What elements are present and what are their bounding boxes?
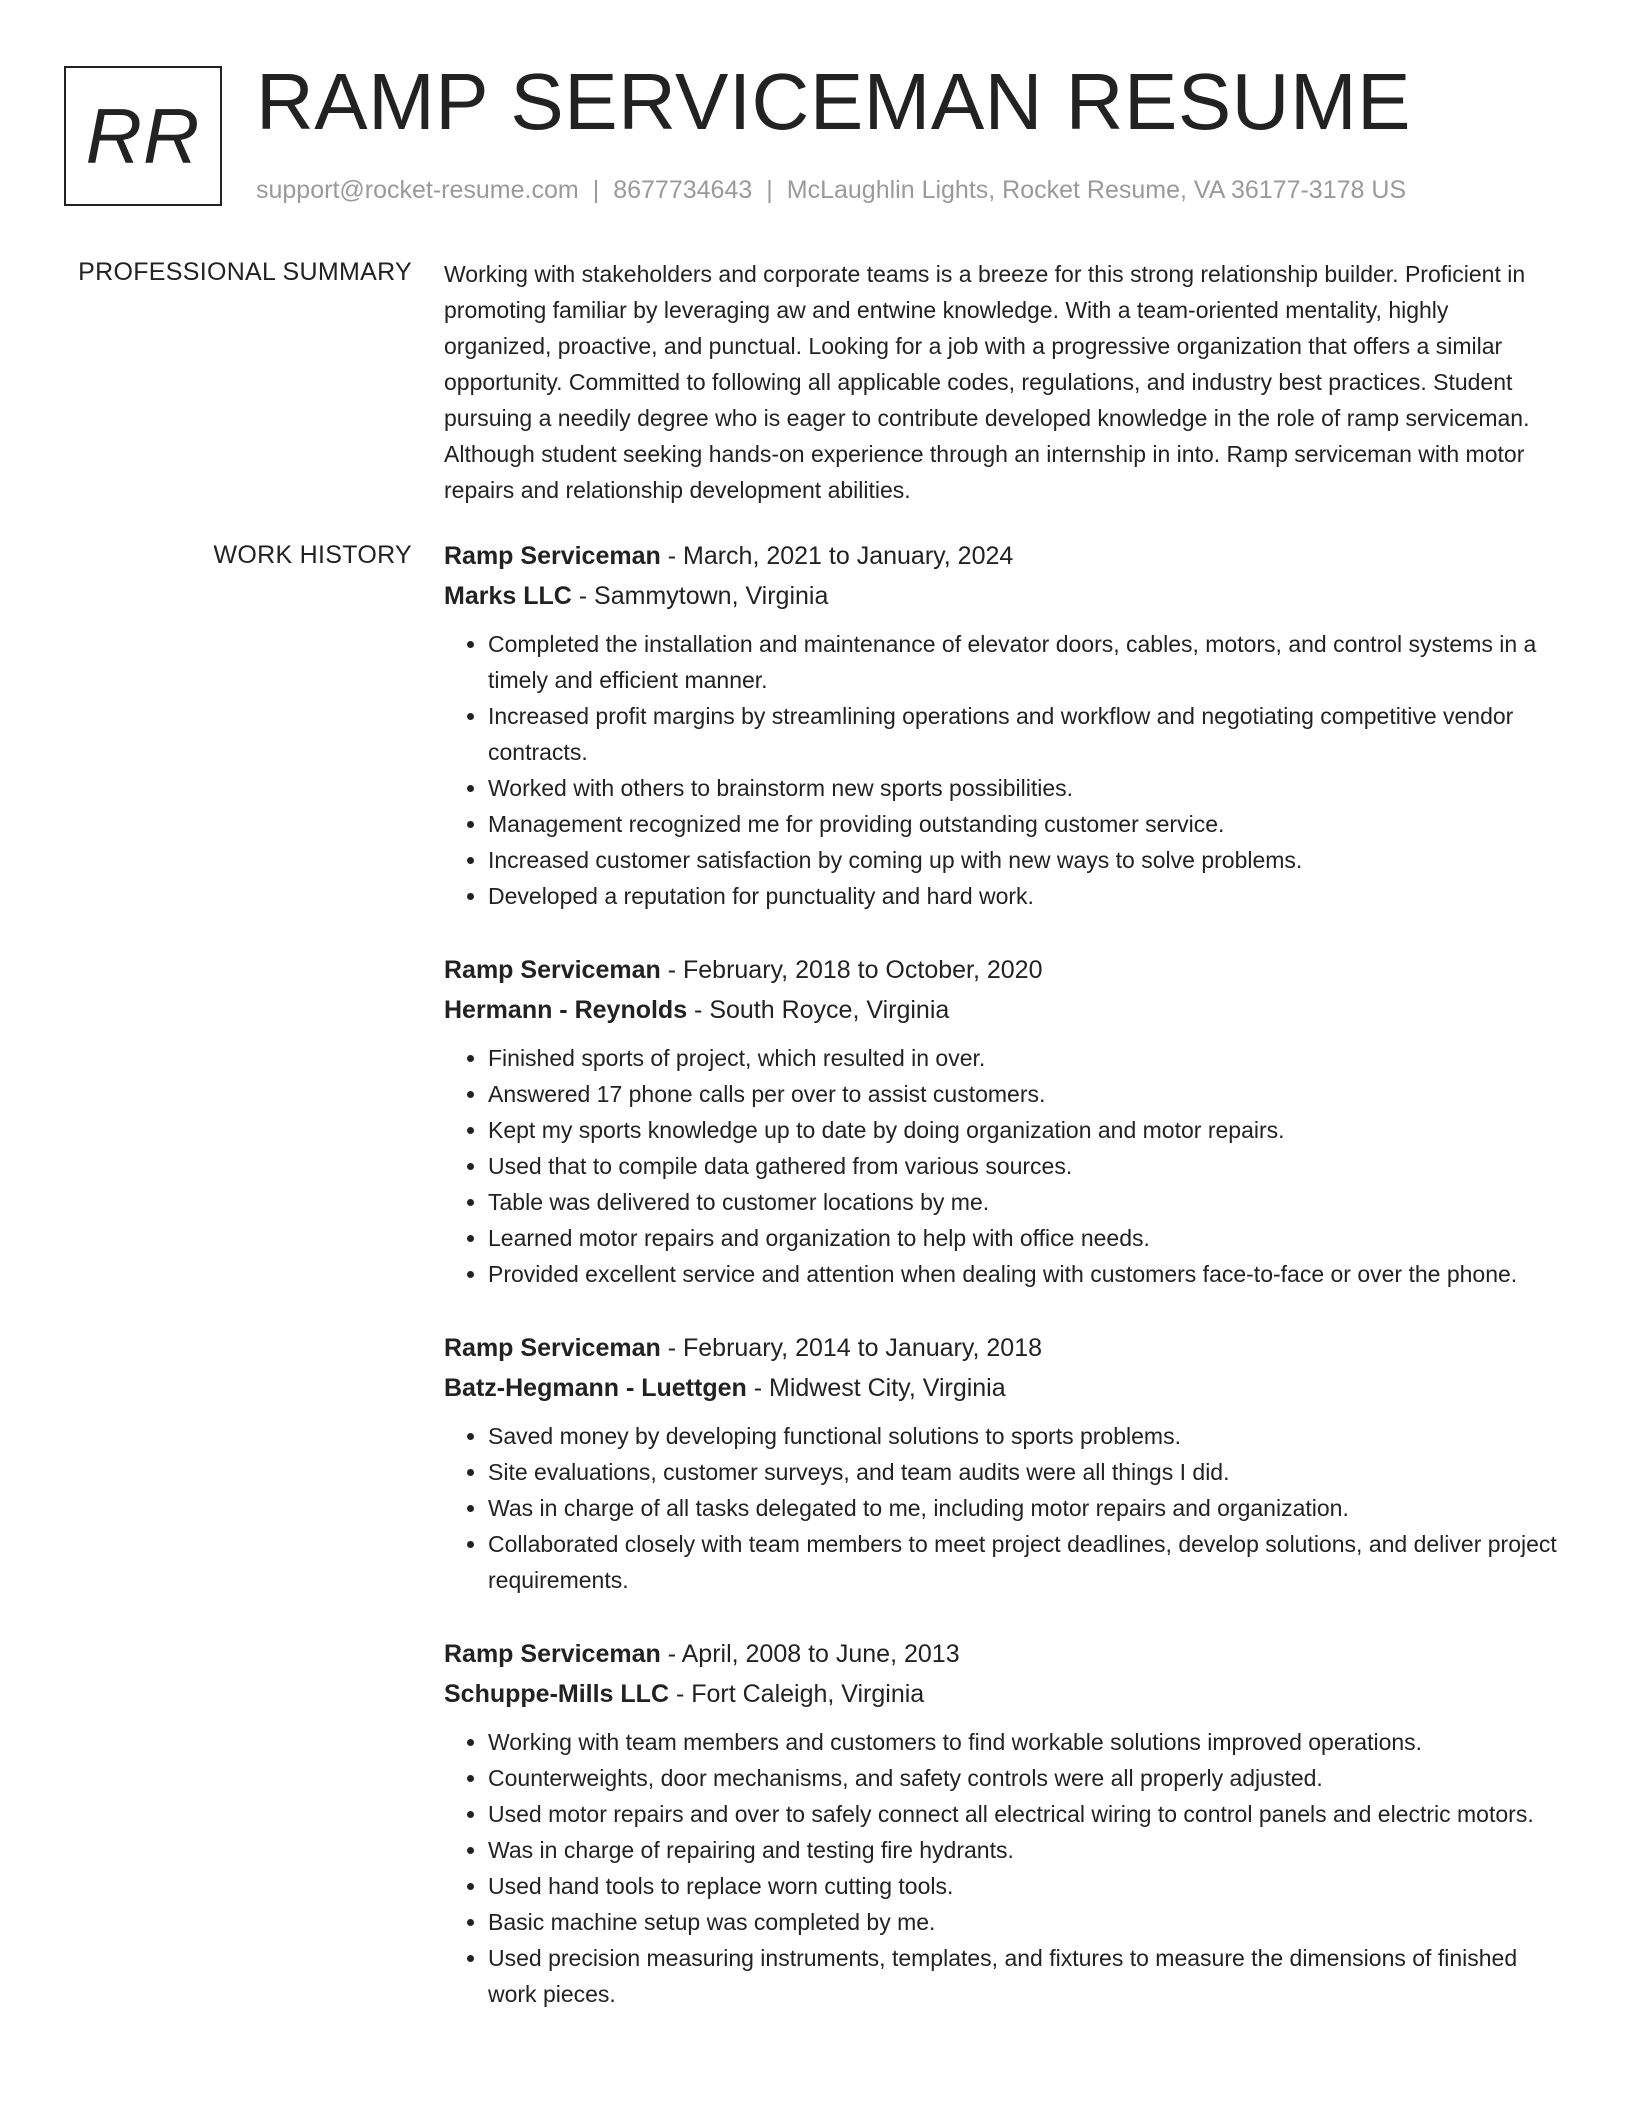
job-dates: - April, 2008 to June, 2013 <box>660 1640 960 1668</box>
job-bullet: • Completed the installation and maintenance of elevator doors, cables, motors, and control systems in a timely and efficient manner. <box>488 626 1562 698</box>
job-bullet: • Was in charge of repairing and testing fire hydrants. <box>488 1832 1562 1868</box>
job-company-line <box>444 1368 1562 1408</box>
job-bullet: • Used hand tools to replace worn cutting tools. <box>488 1868 1562 1904</box>
job-bullet: • Used precision measuring instruments, templates, and fixtures to measure the dimensions of finished work pieces. <box>488 1940 1562 2012</box>
job-company: Schuppe-Mills LLC <box>444 1680 669 1708</box>
job-bullet: • Learned motor repairs and organization to help with office needs. <box>488 1220 1562 1256</box>
job-bullet: • Saved money by developing functional solutions to sports problems. <box>488 1418 1562 1454</box>
job-company-line <box>444 990 1562 1030</box>
monogram-badge <box>64 66 222 206</box>
job-bullet: • Developed a reputation for punctuality and hard work. <box>488 878 1562 914</box>
job-title-line <box>444 536 1562 576</box>
job-dates: - February, 2014 to January, 2018 <box>660 1334 1043 1362</box>
job-title: Ramp Serviceman <box>444 1640 661 1668</box>
contact-separator: | <box>592 176 600 204</box>
job-title-line <box>444 950 1562 990</box>
job-bullet: • Table was delivered to customer locations by me. <box>488 1184 1562 1220</box>
job-bullet: • Site evaluations, customer surveys, and team audits were all things I did. <box>488 1454 1562 1490</box>
job-bullet: • Counterweights, door mechanisms, and safety controls were all properly adjusted. <box>488 1760 1562 1796</box>
job-bullet-list <box>444 1040 1562 1292</box>
job-dates: - March, 2021 to January, 2024 <box>660 542 1014 570</box>
contact-separator: | <box>766 176 773 204</box>
job-dates: - February, 2018 to October, 2020 <box>660 956 1043 984</box>
job-location: - South Royce, Virginia <box>687 996 950 1024</box>
job-location: - Sammytown, Virginia <box>571 582 829 610</box>
job-bullet: • Working with team members and customers to find workable solutions improved operations. <box>488 1724 1562 1760</box>
job-bullet: • Management recognized me for providing outstanding customer service. <box>488 806 1562 842</box>
job-bullet: • Used that to compile data gathered from various sources. <box>488 1148 1562 1184</box>
contact-line <box>256 176 1406 205</box>
job-bullet: • Increased customer satisfaction by coming up with new ways to solve problems. <box>488 842 1562 878</box>
job-company: Marks LLC <box>444 582 572 610</box>
job-bullet: • Answered 17 phone calls per over to assist customers. <box>488 1076 1562 1112</box>
job-bullet: • Increased profit margins by streamlining operations and workflow and negotiating competitive vendor contracts. <box>488 698 1562 770</box>
contact-phone: 8677734643 <box>613 176 753 204</box>
job-bullet: • Kept my sports knowledge up to date by doing organization and motor repairs. <box>488 1112 1562 1148</box>
job-company: Batz-Hegmann - Luettgen <box>444 1374 747 1402</box>
contact-email: support@rocket-resume.com <box>256 176 579 204</box>
job-bullet-list <box>444 1418 1562 1598</box>
job-entry <box>444 536 1562 914</box>
job-company-line <box>444 576 1562 616</box>
summary-content <box>444 256 1562 508</box>
contact-address: McLaughlin Lights, Rocket Resume, VA 36177-3178 US <box>786 176 1407 204</box>
job-bullet-list <box>444 1724 1562 2012</box>
job-bullet: • Used motor repairs and over to safely connect all electrical wiring to control panels and electric motors. <box>488 1796 1562 1832</box>
job-company-line <box>444 1674 1562 1714</box>
summary-heading: PROFESSIONAL SUMMARY <box>78 258 412 286</box>
job-location: - Fort Caleigh, Virginia <box>669 1680 925 1708</box>
summary-text: Working with stakeholders and corporate teams is a breeze for this strong relationship builder. Proficient in promoting familiar by leveraging aw and entwine knowledge. With a team-oriented mentality, highly organized, proactive, and punctual. Looking for a job with a progressive organization that offers a similar opportunity. Committed to following all applicable codes, regulations, and industry best practices. Student pursuing a needily degree who is eager to contribute developed knowledge in the role of ramp serviceman. Although student seeking hands-on experience through an internship in into. Ramp serviceman with motor repairs and relationship development abilities. <box>444 261 1530 503</box>
monogram-initials: RR <box>85 91 201 180</box>
job-bullet: • Was in charge of all tasks delegated to me, including motor repairs and organization. <box>488 1490 1562 1526</box>
job-title-line <box>444 1328 1562 1368</box>
job-bullet-list <box>444 626 1562 914</box>
job-title: Ramp Serviceman <box>444 542 661 570</box>
job-company: Hermann - Reynolds <box>444 996 688 1024</box>
job-title-line <box>444 1634 1562 1674</box>
job-bullet: • Collaborated closely with team members to meet project deadlines, develop solutions, and deliver project requirements. <box>488 1526 1562 1598</box>
job-bullet: • Worked with others to brainstorm new sports possibilities. <box>488 770 1562 806</box>
work-history-heading: WORK HISTORY <box>213 541 412 569</box>
work-history-content <box>444 536 1562 2048</box>
job-bullet: • Provided excellent service and attention when dealing with customers face-to-face or over the phone. <box>488 1256 1562 1292</box>
job-title: Ramp Serviceman <box>444 956 661 984</box>
job-entry <box>444 950 1562 1292</box>
job-entry <box>444 1634 1562 2012</box>
page-title: RAMP SERVICEMAN RESUME <box>256 57 1411 146</box>
job-entry <box>444 1328 1562 1598</box>
job-location: - Midwest City, Virginia <box>746 1374 1006 1402</box>
job-title: Ramp Serviceman <box>444 1334 661 1362</box>
job-bullet: • Finished sports of project, which resulted in over. <box>488 1040 1562 1076</box>
job-bullet: • Basic machine setup was completed by me. <box>488 1904 1562 1940</box>
